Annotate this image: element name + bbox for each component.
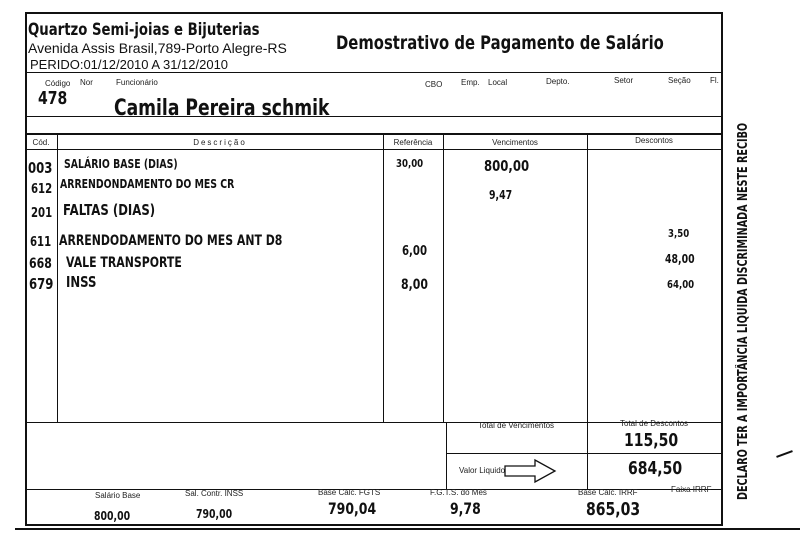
row-cod: 668 [29,256,52,272]
employee-code: 478 [38,88,68,109]
row-ref: 30,00 [396,157,424,170]
depto-label: Depto. [546,77,570,86]
code-label: Código [45,79,71,88]
row-cod: 679 [29,275,54,293]
row-venc: 9,47 [489,188,513,202]
row-descontos: 48,00 [665,252,695,266]
row-cod: 003 [28,159,53,177]
row-cod: 611 [30,235,52,250]
base-fgts-value: 790,04 [328,499,377,518]
company-name: Quartzo Semi-joias e Bijuterias [28,20,260,40]
salario-base-value: 800,00 [94,509,131,523]
salario-base-label: Salário Base [95,491,141,500]
net-value: 684,50 [628,458,683,479]
fgts-mes-value: 9,78 [450,499,481,518]
declaration-text: DECLARO TER A IMPORTÂNCIA LIQUIDA DISCRIMINADA NESTE RECIBO [736,122,751,500]
pay-period: PERIDO:01/12/2010 A 31/12/2010 [30,57,229,72]
total-descontos-label: Total de Descontos [620,419,689,428]
sal-contr-inss-label: Sal. Contr. INSS [185,489,244,498]
faixa-irrf-label: Faixa IRRF [671,485,712,494]
sal-contr-inss-value: 790,00 [196,507,233,521]
fgts-mes-label: F.G.T.S. do Mês [430,488,487,497]
row-cod: 201 [31,206,53,221]
emp-label: Emp. [461,78,480,87]
col-descricao: Descrição [193,138,247,147]
document-title: Demostrativo de Pagamento de Salário [336,32,664,54]
cbo-label: CBO [425,80,443,89]
total-descontos-value: 115,50 [624,430,679,451]
row-desc: FALTAS (DIAS) [63,201,156,219]
row-ref: 8,00 [401,277,428,293]
fl-label: Fl. [710,76,719,85]
row-desc: ARRENDODAMENTO DO MES ANT D8 [59,233,283,249]
row-desc: SALÁRIO BASE (DIAS) [64,157,178,171]
col-descontos: Descontos [635,136,673,145]
row-desc: ARRENDONDAMENTO DO MES CR [60,177,235,191]
base-fgts-label: Base Calc. FGTS [318,488,381,497]
row-descontos: 64,00 [667,278,695,291]
row-desc: VALE TRANSPORTE [66,255,182,271]
row-ref: 6,00 [402,244,428,259]
company-address: Avenida Assis Brasil,789-Porto Alegre-RS [28,40,287,56]
base-irrf-value: 865,03 [586,499,641,520]
col-vencimentos: Vencimentos [492,138,538,147]
base-irrf-label: Base Calc. IRRF [578,488,638,497]
setor-label: Setor [614,76,634,85]
secao-label: Seção [668,76,691,85]
arrow-right-icon [503,458,557,484]
employee-name: Camila Pereira schmik [114,96,330,121]
local-label: Local [488,78,508,87]
net-value-label: Valor Liquido [459,466,506,475]
col-cod: Cód. [32,138,50,147]
col-referencia: Referência [393,138,433,147]
row-descontos: 3,50 [668,227,690,240]
total-vencimentos-label: Total de Vencimentos [478,421,555,430]
row-cod: 612 [31,182,53,197]
employee-label: Funcionário [116,78,158,87]
row-venc: 800,00 [484,157,530,175]
row-desc: INSS [66,273,97,291]
nor-label: Nor [80,78,93,87]
